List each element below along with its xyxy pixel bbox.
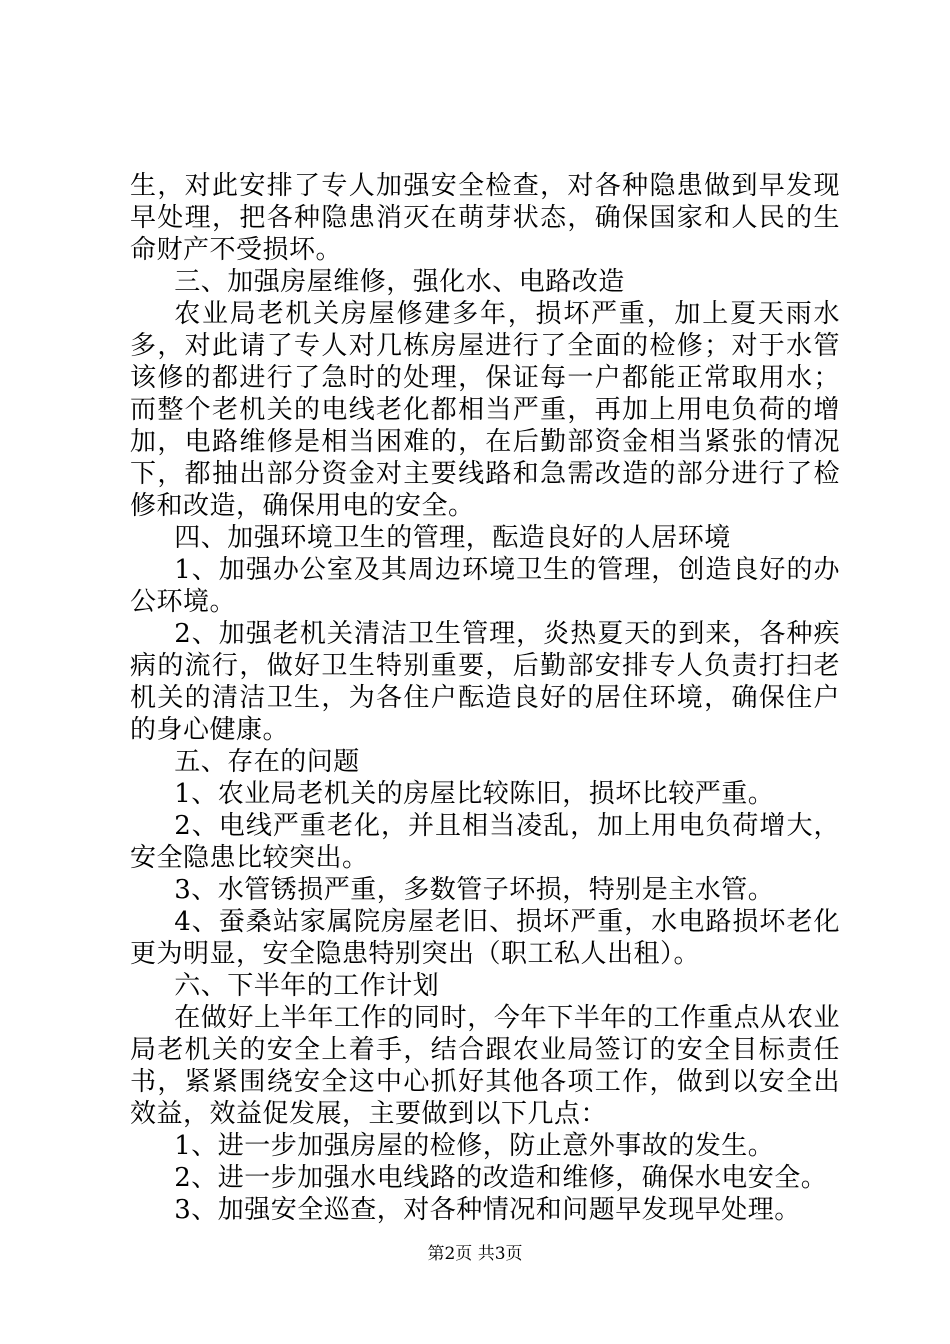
list-item: 2、加强老机关清洁卫生管理，炎热夏天的到来，各种疾病的流行，做好卫生特别重要，后勤部安排专人负责打扫老机关的清洁卫生，为各住户酝造良好的居住环境，确保住户的身心健康。 [130,619,840,745]
section-heading-6: 六、下半年的工作计划 [174,971,440,1001]
list-item: 1、进一步加强房屋的检修，防止意外事故的发生。 [174,1131,775,1161]
page-footer: 第2页 共3页 [427,1244,523,1264]
list-item: 1、加强办公室及其周边环境卫生的管理，创造良好的办公环境。 [130,555,840,617]
section-heading-5: 五、存在的问题 [174,747,360,777]
list-item: 3、加强安全巡查，对各种情况和问题早发现早处理。 [174,1195,801,1225]
section-heading-4: 四、加强环境卫生的管理，酝造良好的人居环境 [174,523,731,553]
list-item: 4、蚕桑站家属院房屋老旧、损坏严重，水电路损坏老化更为明显，安全隐患特别突出（职工私人出租）。 [130,907,840,969]
section-heading-3: 三、加强房屋维修，强化水、电路改造 [174,267,625,297]
list-item: 1、农业局老机关的房屋比较陈旧，损坏比较严重。 [174,779,775,809]
paragraph: 在做好上半年工作的同时，今年下半年的工作重点从农业局老机关的安全上着手，结合跟农业局签订的安全目标责任书，紧紧围绕安全这中心抓好其他各项工作，做到以安全出效益，效益促发展，主要做到以下几点： [130,1003,840,1129]
document-body [130,170,840,1226]
paragraph: 农业局老机关房屋修建多年，损坏严重，加上夏天雨水多，对此请了专人对几栋房屋进行了全面的检修；对于水管该修的都进行了急时的处理，保证每一户都能正常取用水；而整个老机关的电线老化都相当严重，再加上用电负荷的增加，电路维修是相当困难的，在后勤部资金相当紧张的情况下，都抽出部分资金对主要线路和急需改造的部分进行了检修和改造，确保用电的安全。 [130,299,840,521]
list-item: 2、进一步加强水电线路的改造和维修，确保水电安全。 [174,1163,828,1193]
list-item: 2、电线严重老化，并且相当凌乱，加上用电负荷增大，安全隐患比较突出。 [130,811,840,873]
paragraph-continuation: 生，对此安排了专人加强安全检查，对各种隐患做到早发现早处理，把各种隐患消灭在萌芽状态，确保国家和人民的生命财产不受损坏。 [130,171,840,265]
list-item: 3、水管锈损严重，多数管子坏损，特别是主水管。 [174,875,775,905]
